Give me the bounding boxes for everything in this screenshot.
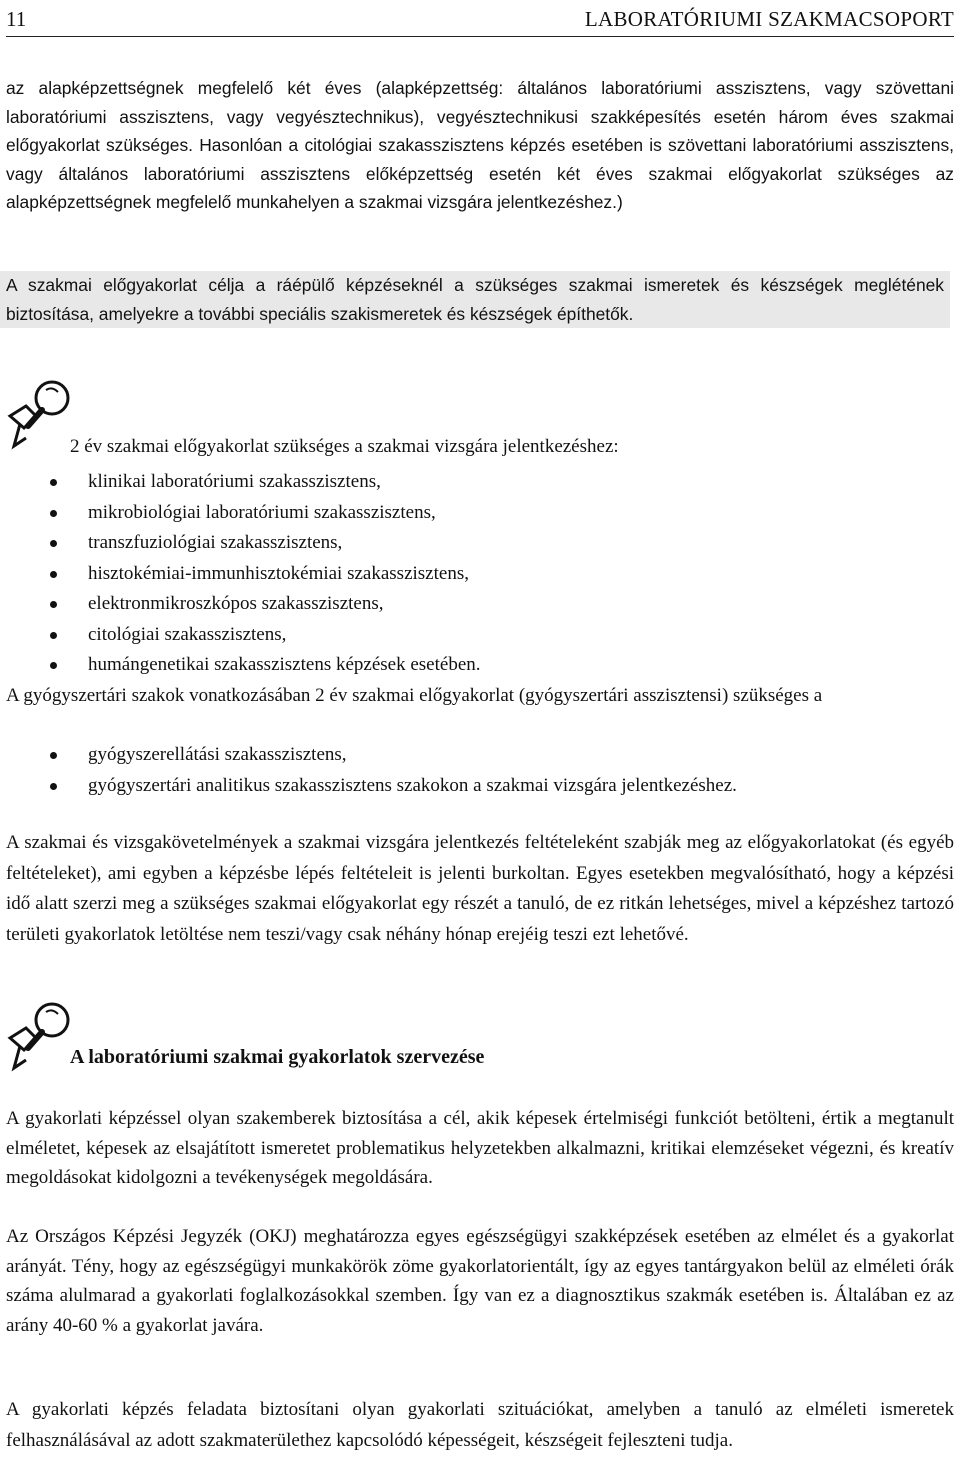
paragraph-okj: Az Országos Képzési Jegyzék (OKJ) meghatározza egyes egészségügyi szakképzések esetében az elmélet és a gyakorlat arányát. Tény, hogy az egészségügyi munkakörök zöme gyakorlatorientált, így az egyes tantárgyakon belül az elméleti órák száma alulmarad a gyakorlati foglalkozásokkal szemben. Így van ez a diagnosztikus szakmák esetében is. Általában ez az arány 40-60 % a gyakorlat javára. <box>6 1226 954 1336</box>
page-number: 11 <box>6 6 27 31</box>
running-title: LABORATÓRIUMI SZAKMACSOPORT <box>584 6 954 31</box>
qualification-list <box>0 467 481 681</box>
list-item: klinikai laboratóriumi szakasszisztens, <box>0 467 481 498</box>
list-item: transzfuziológiai szakasszisztens, <box>0 528 481 559</box>
list-item: mikrobiológiai laboratóriumi szakasszisztens, <box>0 498 481 529</box>
list-intro: 2 év szakmai előgyakorlat szükséges a szakmai vizsgára jelentkezéshez: <box>70 436 619 457</box>
list-item: citológiai szakasszisztens, <box>0 620 481 651</box>
paragraph-requirements: A szakmai és vizsgakövetelmények a szakmai vizsgára jelentkezés feltételeként szabják meg az előgyakorlatokat (és egyéb feltételeket), ami egyben a képzésbe lépés feltételeit is jelenti burkoltan. Egyes esetekben megvalósítható, hogy a képzési idő alatt szerzi meg a szükséges szakmai előgyakorlat egy részét a tanuló, de ez ritkán lehetséges, mivel a képzéshez tartozó területi gyakorlatok letöltése nem teszi/vagy csak néhány hónap erejéig teszi ezt lehetővé. <box>6 832 954 945</box>
paragraph-task: A gyakorlati képzés feladata biztosítani olyan gyakorlati szituációkat, amelyben a tanuló az elméleti ismeretek felhasználásával az adott szakmaterülethez kapcsolódó képességeit, készségeit fejleszteni tudja. <box>6 1399 954 1451</box>
list-item: gyógyszertári analitikus szakasszisztens szakokon a szakmai vizsgára jelentkezéshez. <box>0 771 737 802</box>
bullet-icon <box>50 510 57 517</box>
paragraph-goal: A gyakorlati képzéssel olyan szakemberek biztosítása a cél, akik képesek értelmiségi funkciót betölteni, értik a megtanult elméletet, képesek az elsajátított ismeretet problematikus helyzetekben alkalmazni, kritikai elemzéseket végezni, és kreatív megoldásokat kidolgozni a tevékenységek megoldására. <box>6 1108 954 1189</box>
bullet-icon <box>50 571 57 578</box>
paragraph-highlighted-purpose: A szakmai előgyakorlat célja a ráépülő képzéseknél a szükséges szakmai ismeretek és készségek meglétének biztosítása, amelyekre a további speciális szakismeretek és készségek építhetők. <box>0 271 950 328</box>
list-item: elektronmikroszkópos szakasszisztens, <box>0 589 481 620</box>
bullet-icon <box>50 479 57 486</box>
magnifier-note-icon <box>6 376 76 458</box>
list-item: hisztokémiai-immunhisztokémiai szakasszisztens, <box>0 559 481 590</box>
list-item: gyógyszerellátási szakasszisztens, <box>0 740 737 771</box>
bullet-icon <box>50 783 57 790</box>
list-item: humángenetikai szakasszisztens képzések esetében. <box>0 650 481 681</box>
bullet-icon <box>50 601 57 608</box>
paragraph-pharmacy: A gyógyszertári szakok vonatkozásában 2 év szakmai előgyakorlat (gyógyszertári asszisztensi) szükséges a <box>6 685 823 706</box>
section-heading: A laboratóriumi szakmai gyakorlatok szervezése <box>70 1046 485 1068</box>
paragraph-prerequisites: az alapképzettségnek megfelelő két éves (alapképzettség: általános laboratóriumi asszisztens, vagy szövettani laboratóriumi asszisztens, vagy vegyésztechnikus), vegyésztechnikusi szakképesítés esetén három éves szakmai előgyakorlat szükséges. Hasonlóan a citológiai szakasszisztens képzés esetében is szövettani laboratóriumi asszisztens, vagy általános laboratóriumi asszisztens előképzettség esetén két éves szakmai előgyakorlat szükséges az alapképzettségnek megfelelő munkahelyen a szakmai vizsgára jelentkezéshez.) <box>6 78 954 212</box>
bullet-icon <box>50 752 57 759</box>
page-header <box>6 2 954 37</box>
bullet-icon <box>50 632 57 639</box>
bullet-icon <box>50 540 57 547</box>
pharmacy-list <box>0 740 737 801</box>
magnifier-note-icon <box>6 998 76 1080</box>
bullet-icon <box>50 662 57 669</box>
